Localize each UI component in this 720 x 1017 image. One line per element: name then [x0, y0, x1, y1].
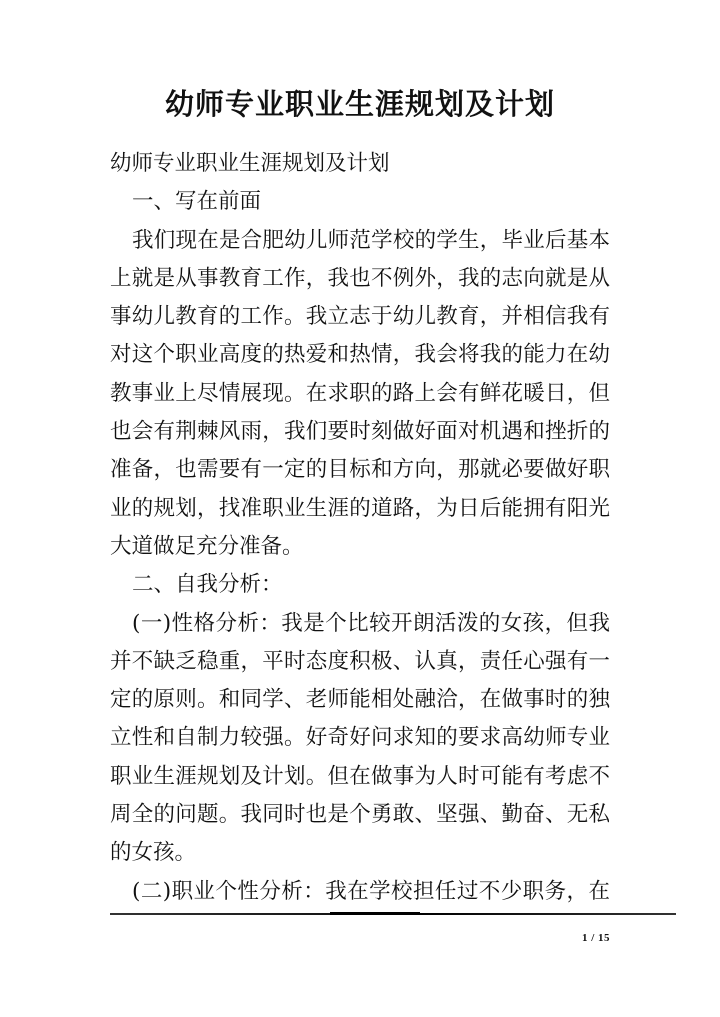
paragraph-line: 准备，也需要有一定的目标和方向，那就必要做好职 — [110, 457, 610, 483]
paragraph-line: 周全的问题。我同时也是个勇敢、坚强、勤奋、无私 — [110, 802, 610, 828]
paragraph-line: 职业生涯规划及计划。但在做事为人时可能有考虑不 — [110, 763, 610, 789]
paragraph-line: 上就是从事教育工作，我也不例外，我的志向就是从 — [110, 265, 610, 291]
paragraph-line: (二)职业个性分析：我在学校担任过不少职务，在 — [132, 878, 610, 904]
document-body — [110, 145, 610, 911]
paragraph-line: 立性和自制力较强。好奇好问求知的要求高幼师专业 — [110, 725, 610, 751]
paragraph-line: 事幼儿教育的工作。我立志于幼儿教育，并相信我有 — [110, 304, 610, 330]
paragraph-line: 教事业上尽情展现。在求职的路上会有鲜花暖日，但 — [110, 380, 610, 406]
paragraph-line: (一)性格分析：我是个比较开朗活泼的女孩，但我 — [132, 610, 610, 636]
paragraph-line: 并不缺乏稳重，平时态度积极、认真，责任心强有一 — [110, 648, 610, 674]
paragraph-line: 定的原则。和同学、老师能相处融洽，在做事时的独 — [110, 687, 610, 713]
footer-divider-accent — [330, 912, 420, 915]
document-title: 幼师专业职业生涯规划及计划 — [164, 87, 555, 121]
section-heading-1: 一、写在前面 — [132, 189, 262, 215]
paragraph-line: 也会有荆棘风雨，我们要时刻做好面对机遇和挫折的 — [110, 419, 610, 445]
subtitle-line: 幼师专业职业生涯规划及计划 — [110, 151, 390, 176]
page-number: 1 / 15 — [582, 932, 611, 944]
paragraph-line: 对这个职业高度的热爱和热情，我会将我的能力在幼 — [110, 342, 610, 368]
section-heading-2: 二、自我分析： — [132, 572, 283, 598]
paragraph-line: 我们现在是合肥幼儿师范学校的学生，毕业后基本 — [132, 227, 610, 253]
paragraph-line: 的女孩。 — [110, 840, 197, 866]
paragraph-line: 大道做足充分准备。 — [110, 533, 304, 559]
paragraph-line: 业的规划，找准职业生涯的道路，为日后能拥有阳光 — [110, 495, 610, 521]
